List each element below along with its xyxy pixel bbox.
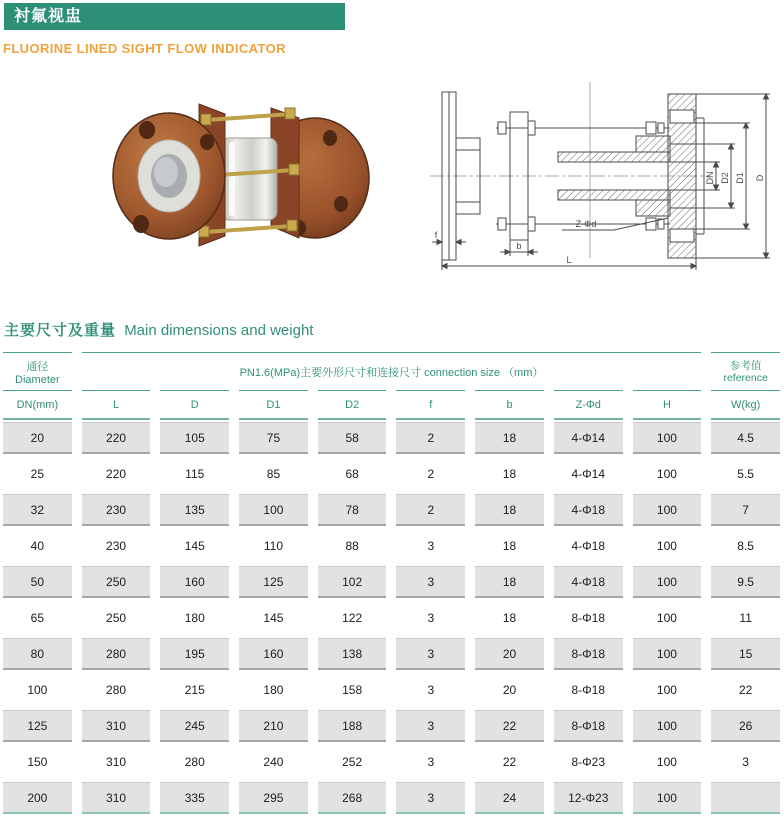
sight-glass-photo-illustration	[103, 86, 381, 268]
table-row	[3, 492, 780, 528]
table-cell: 18	[475, 494, 544, 526]
table-body	[3, 420, 780, 816]
table-cell: 20	[475, 638, 544, 670]
table-cell: 58	[318, 422, 387, 454]
table-cell: 25	[30, 467, 45, 481]
table-cell: 200	[3, 782, 72, 814]
group-header-diameter: 通径 Diameter	[3, 352, 72, 390]
table-cell: 180	[263, 683, 284, 697]
table-cell: 245	[160, 710, 229, 742]
table-cell: 100	[633, 494, 702, 526]
column-header: DN(mm)	[3, 390, 72, 420]
group-header-reference	[711, 352, 780, 390]
table-cell: 18	[502, 611, 517, 625]
table-cell: 80	[3, 638, 72, 670]
table-cell: 100	[656, 611, 677, 625]
table-cell: 20	[3, 422, 72, 454]
table-cell: 3	[396, 710, 465, 742]
column-header: D2	[318, 390, 387, 420]
table-cell: 68	[345, 467, 359, 481]
dim-label-d2: D2	[720, 172, 730, 184]
column-header: W(kg)	[711, 390, 780, 420]
table-cell: 3	[427, 683, 435, 697]
table-cell: 85	[266, 467, 281, 481]
column-header: D1	[239, 390, 308, 420]
table-cell: 75	[239, 422, 308, 454]
table-row	[3, 528, 780, 564]
table-cell: 280	[184, 755, 205, 769]
table-cell: 310	[82, 782, 151, 814]
table-cell: 102	[318, 566, 387, 598]
table-cell: 230	[106, 539, 127, 553]
table-cell: 40	[30, 539, 45, 553]
dim-label-d1: D1	[735, 172, 745, 184]
table-cell: 220	[82, 422, 151, 454]
table-cell: 230	[82, 494, 151, 526]
table-cell: 250	[82, 566, 151, 598]
table-row	[3, 420, 780, 456]
table-cell: 18	[475, 566, 544, 598]
table-row	[3, 672, 780, 708]
table-cell: 65	[30, 611, 45, 625]
table-cell: 7	[711, 494, 780, 526]
table-cell: 3	[427, 755, 435, 769]
table-cell: 105	[160, 422, 229, 454]
table-cell: 295	[239, 782, 308, 814]
table-cell: 3	[396, 782, 465, 814]
table-cell: 280	[82, 638, 151, 670]
table-cell: 100	[656, 467, 677, 481]
table-cell: 22	[738, 683, 753, 697]
table-cell: 310	[106, 755, 127, 769]
table-row	[3, 780, 780, 816]
section-title-en: Main dimensions and weight	[124, 322, 314, 339]
column-header: D	[160, 390, 229, 420]
table-cell: 122	[342, 611, 363, 625]
table-row	[3, 600, 780, 636]
dimensions-table	[3, 352, 780, 816]
table-cell: 100	[633, 638, 702, 670]
dim-label-d: D	[755, 174, 765, 182]
page-title: 衬氟视盅	[4, 3, 345, 30]
table-cell: 8-Φ18	[571, 611, 606, 625]
table-cell: 2	[427, 467, 435, 481]
table-cell: 4-Φ18	[554, 566, 623, 598]
glass-cylinder	[221, 138, 277, 220]
table-row	[3, 564, 780, 600]
table-cell: 78	[318, 494, 387, 526]
table-cell: 4-Φ18	[571, 539, 606, 553]
group-header-reference-cn: 参考值	[729, 359, 762, 372]
section-title	[4, 319, 313, 340]
column-header: f	[396, 390, 465, 420]
table-cell: 100	[633, 422, 702, 454]
table-cell: 18	[502, 539, 517, 553]
table-cell	[711, 782, 780, 814]
table-cell: 160	[239, 638, 308, 670]
table-cell: 32	[3, 494, 72, 526]
table-cell: 8-Φ18	[554, 710, 623, 742]
column-header: H	[633, 390, 702, 420]
table-row	[3, 456, 780, 492]
table-cell: 100	[633, 566, 702, 598]
table-cell: 180	[184, 611, 205, 625]
table-cell: 24	[475, 782, 544, 814]
table-cell: 18	[502, 467, 517, 481]
table-cell: 195	[160, 638, 229, 670]
table-cell: 100	[656, 683, 677, 697]
table-cell: 215	[184, 683, 205, 697]
table-cell: 8.5	[737, 539, 754, 553]
column-header: Z-Φd	[554, 390, 623, 420]
table-row	[3, 636, 780, 672]
table-cell: 138	[318, 638, 387, 670]
section-title-cn: 主要尺寸及重量	[4, 322, 117, 339]
dim-label-z-phi-d: Z-Φd	[575, 219, 597, 229]
table-group-header	[3, 352, 780, 390]
table-row	[3, 744, 780, 780]
table-cell: 158	[342, 683, 363, 697]
dim-label-b: b	[516, 241, 522, 251]
table-cell: 160	[160, 566, 229, 598]
column-header: L	[82, 390, 151, 420]
table-cell: 4.5	[711, 422, 780, 454]
table-cell: 11	[739, 611, 752, 625]
table-cell: 3	[427, 539, 435, 553]
table-cell: 252	[342, 755, 363, 769]
table-cell: 188	[318, 710, 387, 742]
table-cell: 15	[711, 638, 780, 670]
table-cell: 3	[396, 638, 465, 670]
table-cell: 100	[27, 683, 48, 697]
product-photo	[103, 86, 381, 268]
table-cell: 115	[185, 467, 205, 481]
dim-label-l: L	[566, 255, 572, 265]
table-cell: 18	[475, 422, 544, 454]
table-cell: 3	[396, 566, 465, 598]
table-cell: 26	[711, 710, 780, 742]
table-cell: 125	[239, 566, 308, 598]
table-cell: 125	[3, 710, 72, 742]
table-cell: 268	[318, 782, 387, 814]
table-cell: 5.5	[737, 467, 754, 481]
column-header: b	[475, 390, 544, 420]
table-cell: 20	[502, 683, 517, 697]
table-cell: 4-Φ14	[554, 422, 623, 454]
table-cell: 280	[106, 683, 127, 697]
table-cell: 100	[656, 539, 677, 553]
group-header-connection-size: PN1.6(MPa)主要外形尺寸和连接尺寸 connection size （mm）	[82, 352, 702, 390]
table-cell: 250	[106, 611, 127, 625]
table-cell: 110	[263, 539, 284, 553]
table-cell: 100	[656, 755, 677, 769]
dimension-drawing-illustration	[418, 78, 782, 278]
table-cell: 8-Φ18	[571, 683, 606, 697]
table-cell: 210	[239, 710, 308, 742]
table-cell: 100	[239, 494, 308, 526]
table-cell: 310	[82, 710, 151, 742]
table-cell: 9.5	[711, 566, 780, 598]
table-cell: 100	[633, 710, 702, 742]
table-cell: 88	[345, 539, 359, 553]
group-header-reference-en: reference	[723, 371, 768, 384]
table-cell: 220	[106, 467, 127, 481]
table-cell: 8-Φ23	[571, 755, 606, 769]
table-cell: 4-Φ18	[554, 494, 623, 526]
table-cell: 100	[633, 782, 702, 814]
table-cell: 22	[475, 710, 544, 742]
table-cell: 22	[502, 755, 517, 769]
table-cell: 335	[160, 782, 229, 814]
technical-drawing	[418, 78, 782, 278]
table-cell: 135	[160, 494, 229, 526]
table-cell: 145	[184, 539, 205, 553]
table-cell: 2	[396, 422, 465, 454]
table-cell: 3	[742, 755, 749, 769]
table-cell: 150	[27, 755, 48, 769]
table-cell: 50	[3, 566, 72, 598]
table-column-header	[3, 390, 780, 420]
table-cell: 12-Φ23	[554, 782, 623, 814]
table-cell: 3	[427, 611, 435, 625]
page-subtitle: FLUORINE LINED SIGHT FLOW INDICATOR	[3, 41, 286, 56]
table-cell: 145	[263, 611, 284, 625]
dim-label-dn: DN	[705, 171, 715, 185]
table-cell: 2	[396, 494, 465, 526]
table-cell: 240	[263, 755, 284, 769]
left-flange	[113, 113, 225, 239]
dim-label-f: f	[434, 230, 438, 240]
table-row	[3, 708, 780, 744]
table-cell: 4-Φ14	[571, 467, 606, 481]
table-cell: 8-Φ18	[554, 638, 623, 670]
